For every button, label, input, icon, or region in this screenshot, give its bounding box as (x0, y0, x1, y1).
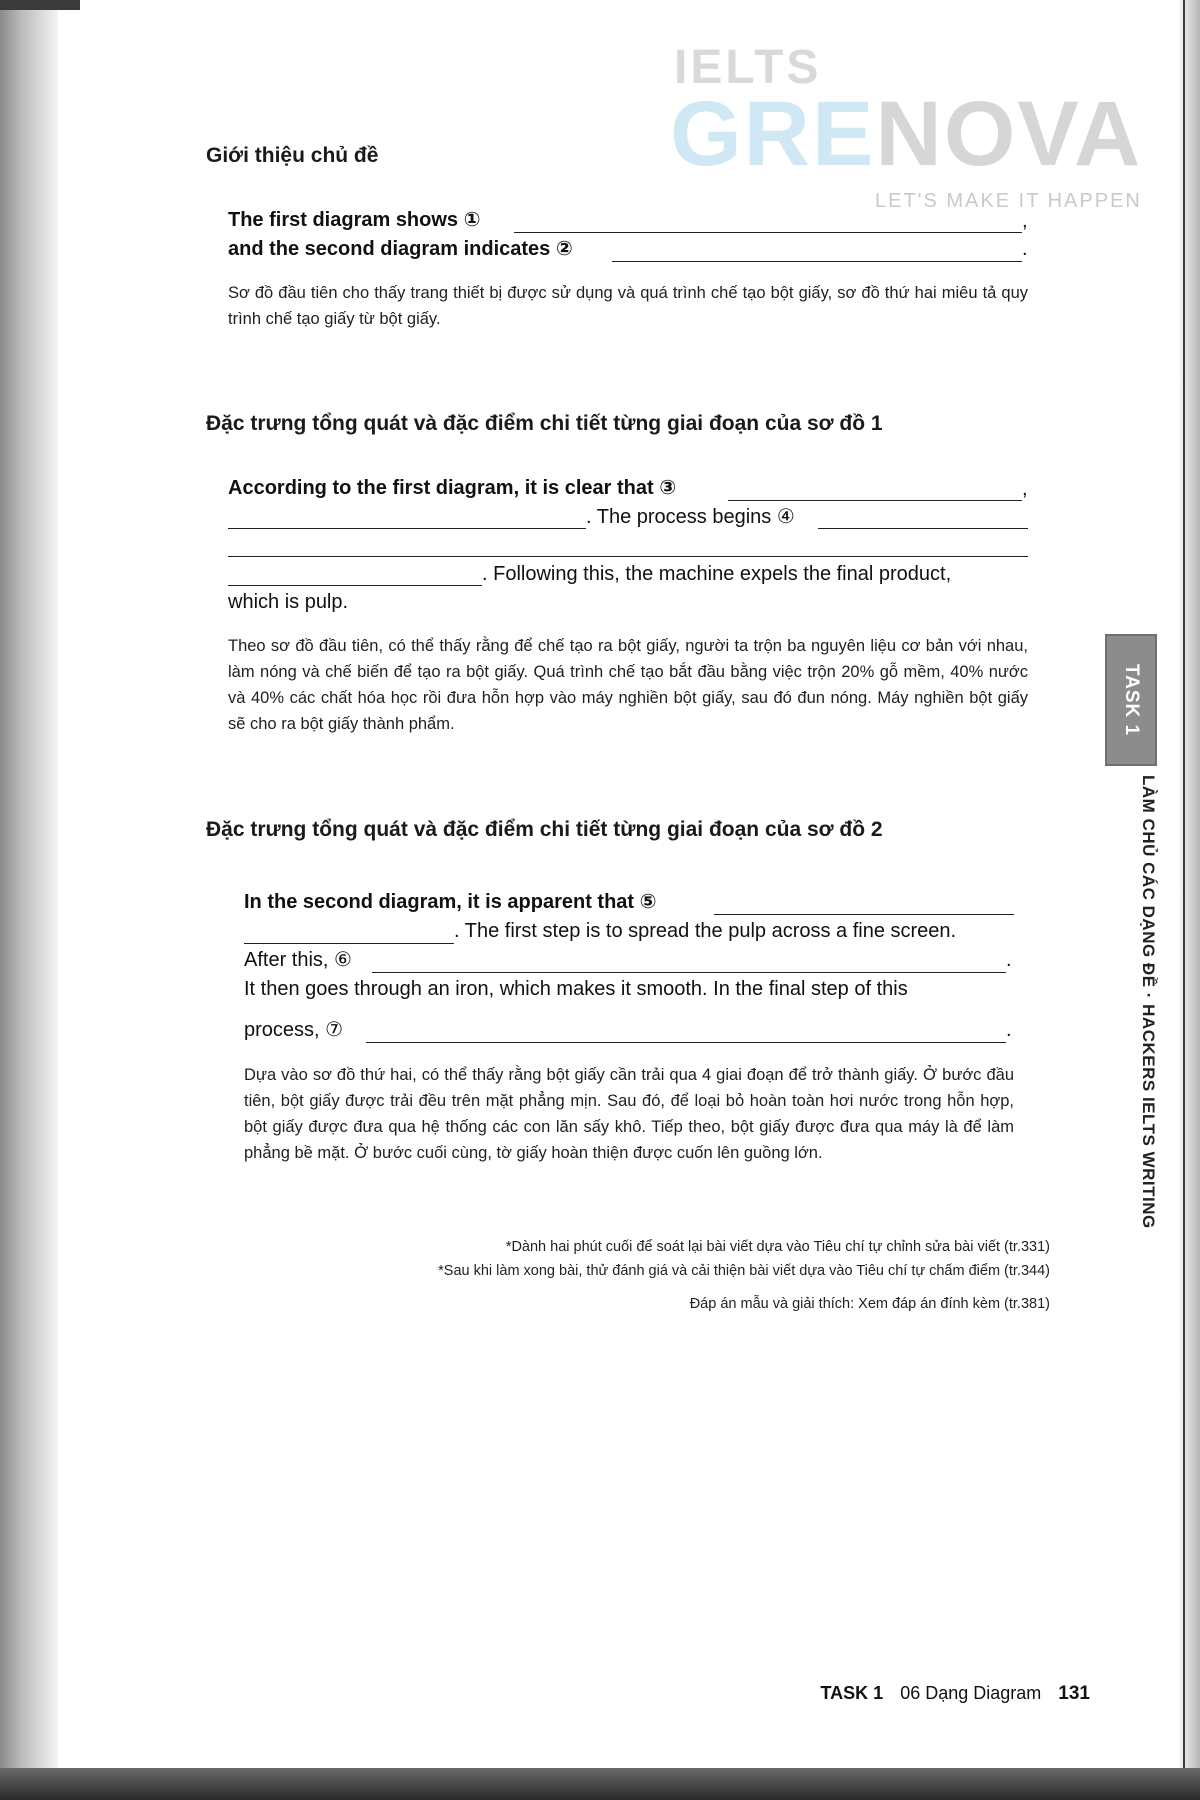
intro-translation: Sơ đồ đầu tiên cho thấy trang thiết bị được sử dụng và quá trình chế tạo bột giấy, sơ đồ thứ hai miêu tả quy trình chế tạo giấy từ bột giấy. (228, 284, 1028, 328)
footer-chapter: 06 Dạng Diagram (900, 1683, 1042, 1703)
blank-4-cont[interactable] (228, 556, 1028, 557)
side-running-title: LÀM CHỦ CÁC DẠNG ĐỀ · HACKERS IELTS WRITING (1139, 775, 1158, 1229)
diagram2-line-1: In the second diagram, it is apparent that ⑤ (244, 891, 657, 913)
intro-line-2: and the second diagram indicates ② (228, 238, 573, 260)
scan-right-edge (1183, 0, 1185, 1780)
blank-3-cont[interactable] (228, 528, 586, 529)
scan-bottom-shadow (0, 1768, 1200, 1800)
blank-1[interactable] (514, 232, 1022, 233)
blank-4[interactable] (818, 528, 1028, 529)
period: . (1006, 1019, 1012, 1041)
diagram1-translation: Theo sơ đồ đầu tiên, có thể thấy rằng để chế tạo ra bột giấy, người ta trộn ba nguyên liệu cơ bản với nhau, làm nóng và chế biến để tạo ra bột giấy. Quá trình chế tạo bắt đầu bằng việc trộn 20% gỗ mềm, 40% nước và 40% các chất hóa học rồi đưa hỗn hợp vào máy nghiền bột giấy, sau đó đun nóng. Máy nghiền bột giấy sẽ cho ra bột giấy thành phẩm. (228, 637, 1028, 733)
diagram2-translation: Dựa vào sơ đồ thứ hai, có thể thấy rằng bột giấy cần trải qua 4 giai đoạn để trở thành giấy. Ở bước đầu tiên, bột giấy được trải đều trên mặt phẳng mịn. Sau đó, để loại bỏ hoàn toàn hơi nước trong hỗn hợp, bột giấy được đưa qua hệ thống các con lăn sấy khô. Tiếp theo, bột giấy được đưa qua máy là để làm phẳng bề mặt. Ở bước cuối cùng, tờ giấy hoàn thiện được cuốn lên guồng lớn. (244, 1066, 1014, 1162)
watermark-ielts: IELTS (674, 41, 822, 94)
blank-6[interactable] (372, 972, 1006, 973)
diagram2-line-4: It then goes through an iron, which makes it smooth. In the final step of this (244, 978, 908, 1000)
intro-line-1: The first diagram shows ① (228, 209, 481, 231)
diagram2-line-2: . The first step is to spread the pulp across a fine screen. (454, 920, 957, 942)
diagram1-line-4: . Following this, the machine expels the final product, (482, 563, 952, 585)
section-title-intro: Giới thiệu chủ đề (206, 144, 379, 167)
note-self-assess: *Sau khi làm xong bài, thử đánh giá và cải thiện bài viết dựa vào Tiêu chí tự chấm điểm (tr.344) (438, 1263, 1050, 1279)
diagram2-line-5: process, ⑦ (244, 1019, 344, 1041)
page-footer (821, 1683, 1091, 1705)
footer-task: TASK 1 (820, 1683, 884, 1703)
blank-2[interactable] (612, 261, 1022, 262)
comma: , (1022, 478, 1028, 500)
watermark-brand: GRENOVA (670, 83, 1143, 185)
section-title-diagram-1: Đặc trưng tổng quát và đặc điểm chi tiết từng giai đoạn của sơ đồ 1 (206, 412, 883, 435)
page-number: 131 (1058, 1683, 1090, 1704)
period: . (1022, 238, 1028, 260)
scan-corner (0, 0, 80, 10)
comma: , (1022, 210, 1028, 232)
blank-3[interactable] (728, 500, 1022, 501)
blank-5-cont[interactable] (244, 943, 454, 944)
watermark-logo (670, 40, 1150, 210)
blank-7[interactable] (366, 1042, 1006, 1043)
period: . (1006, 949, 1012, 971)
note-answer-key: Đáp án mẫu và giải thích: Xem đáp án đính kèm (tr.381) (689, 1296, 1050, 1312)
note-review: *Dành hai phút cuối để soát lại bài viết dựa vào Tiêu chí tự chỉnh sửa bài viết (tr.331) (505, 1239, 1050, 1255)
blank-5[interactable] (714, 914, 1014, 915)
diagram1-line-2: . The process begins ④ (586, 506, 795, 528)
diagram1-line-5: which is pulp. (228, 591, 349, 613)
watermark-tagline: LET'S MAKE IT HAPPEN (875, 190, 1142, 212)
blank-4-end[interactable] (228, 585, 482, 586)
diagram1-line-1: According to the first diagram, it is clear that ③ (228, 477, 677, 499)
side-tab-label: TASK 1 (1121, 663, 1142, 737)
diagram2-line-3: After this, ⑥ (244, 949, 352, 971)
scan-left-shadow (0, 0, 58, 1800)
section-title-diagram-2: Đặc trưng tổng quát và đặc điểm chi tiết từng giai đoạn của sơ đồ 2 (206, 818, 883, 841)
